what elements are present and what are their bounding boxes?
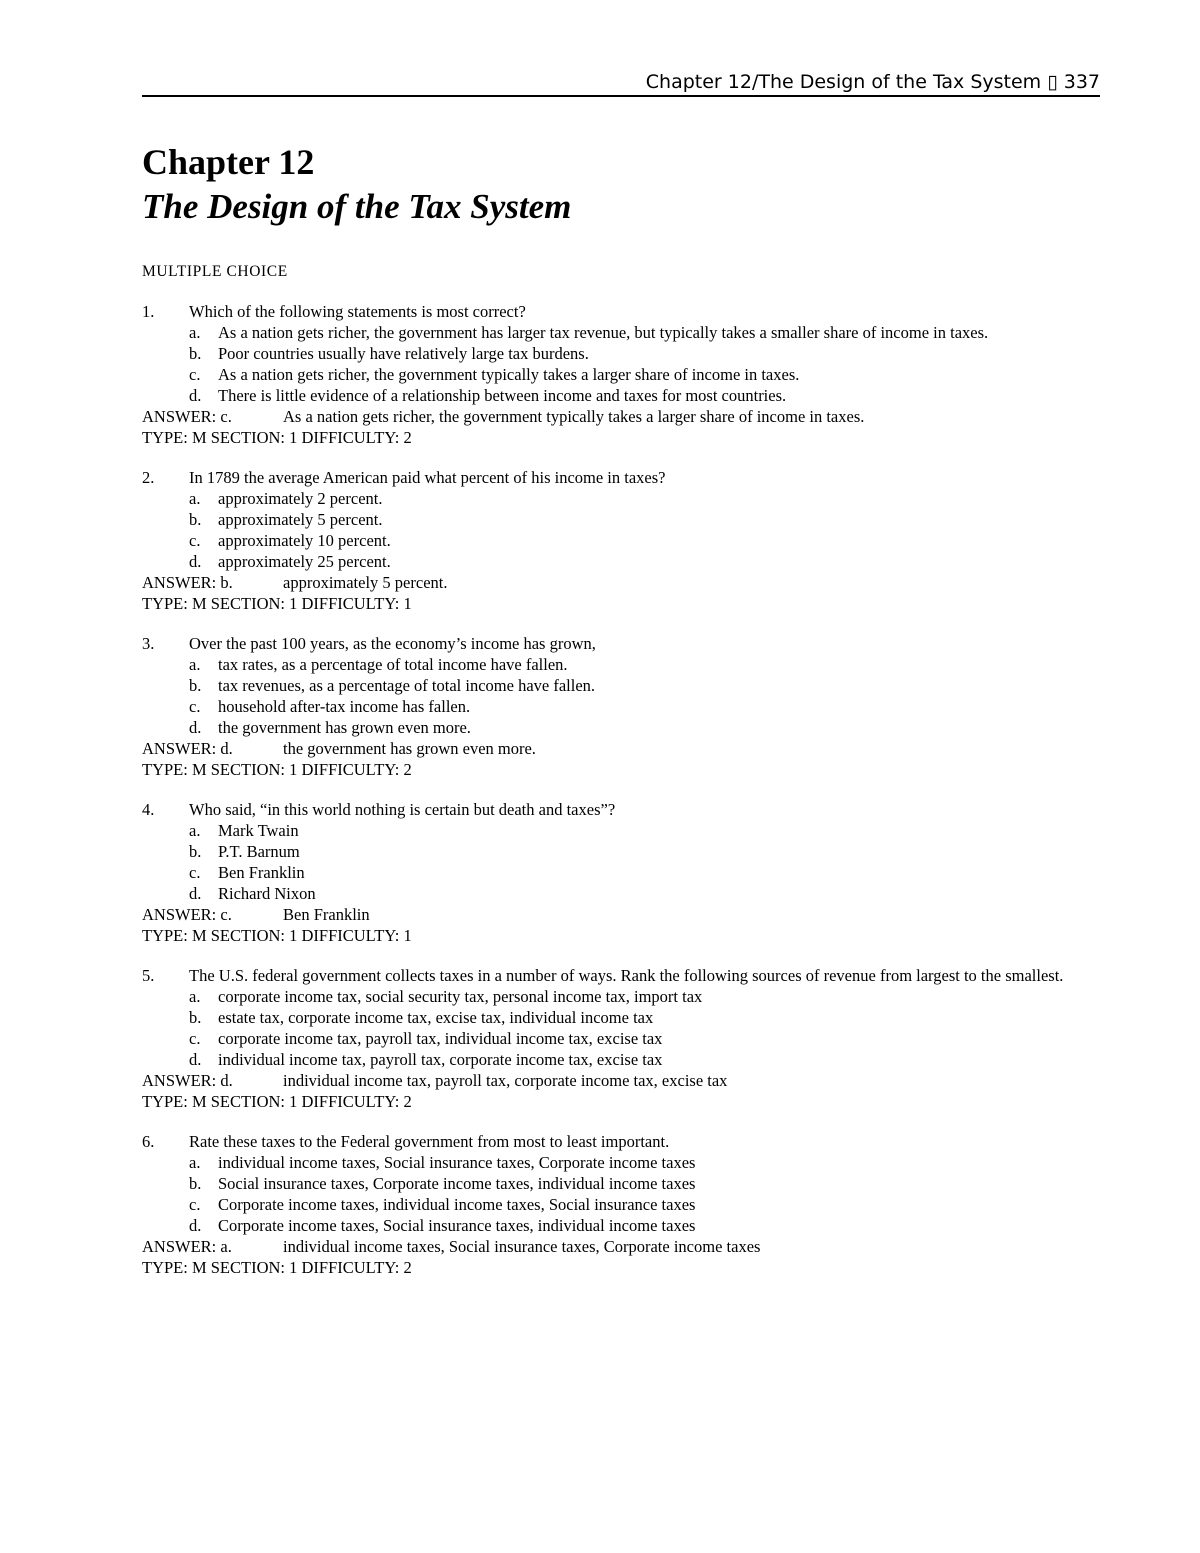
answer-text: As a nation gets richer, the government typically takes a larger share of income in taxes. <box>283 407 865 426</box>
option-text: Richard Nixon <box>218 884 316 903</box>
answer-label: ANSWER: d. <box>142 1071 233 1090</box>
answer-option <box>142 488 1100 509</box>
question-stem <box>142 1131 1100 1152</box>
answer-option <box>142 1007 1100 1028</box>
answer-label: ANSWER: c. <box>142 407 232 426</box>
question-metadata: TYPE: M SECTION: 1 DIFFICULTY: 2 <box>142 760 412 779</box>
option-list <box>142 1152 1100 1236</box>
option-list <box>142 986 1100 1070</box>
header-rule <box>142 95 1100 97</box>
running-header: Chapter 12/The Design of the Tax System ▯ 337 <box>645 71 1100 93</box>
option-letter: c. <box>189 863 201 882</box>
answer-text: Ben Franklin <box>283 905 370 924</box>
answer-option <box>142 1028 1100 1049</box>
option-list <box>142 654 1100 738</box>
option-text: Corporate income taxes, Social insurance taxes, individual income taxes <box>218 1216 696 1235</box>
option-list <box>142 820 1100 904</box>
question-metadata: TYPE: M SECTION: 1 DIFFICULTY: 2 <box>142 1258 412 1277</box>
option-text: household after-tax income has fallen. <box>218 697 471 716</box>
section-heading: MULTIPLE CHOICE <box>142 263 288 280</box>
answer-option <box>142 1049 1100 1070</box>
option-letter: a. <box>189 655 201 674</box>
option-text: estate tax, corporate income tax, excise tax, individual income tax <box>218 1008 654 1027</box>
question-text: Rate these taxes to the Federal government from most to least important. <box>189 1132 670 1151</box>
answer-text: individual income tax, payroll tax, corporate income tax, excise tax <box>283 1071 728 1090</box>
question-number: 1. <box>142 302 155 321</box>
option-letter: c. <box>189 697 201 716</box>
option-text: Ben Franklin <box>218 863 305 882</box>
option-letter: d. <box>189 1050 202 1069</box>
option-text: corporate income tax, payroll tax, individual income tax, excise tax <box>218 1029 663 1048</box>
option-text: approximately 2 percent. <box>218 489 383 508</box>
answer-line <box>142 1236 1100 1257</box>
option-text: As a nation gets richer, the government typically takes a larger share of income in taxes. <box>218 365 800 384</box>
answer-option <box>142 385 1100 406</box>
question-metadata: TYPE: M SECTION: 1 DIFFICULTY: 2 <box>142 1092 412 1111</box>
option-text: tax rates, as a percentage of total income have fallen. <box>218 655 568 674</box>
answer-text: the government has grown even more. <box>283 739 536 758</box>
answer-option <box>142 509 1100 530</box>
option-letter: a. <box>189 821 201 840</box>
question-metadata: TYPE: M SECTION: 1 DIFFICULTY: 1 <box>142 926 412 945</box>
option-text: There is little evidence of a relationship between income and taxes for most countries. <box>218 386 787 405</box>
answer-option <box>142 364 1100 385</box>
option-letter: b. <box>189 1008 202 1027</box>
answer-option <box>142 1152 1100 1173</box>
answer-option <box>142 1173 1100 1194</box>
option-letter: c. <box>189 1029 201 1048</box>
question-text: Which of the following statements is most correct? <box>189 302 526 321</box>
question-item <box>142 633 1100 780</box>
answer-label: ANSWER: c. <box>142 905 232 924</box>
option-letter: b. <box>189 510 202 529</box>
answer-option <box>142 322 1100 343</box>
question-list <box>142 301 1100 1297</box>
question-stem <box>142 301 1100 322</box>
answer-line <box>142 1070 1100 1091</box>
question-stem <box>142 467 1100 488</box>
option-text: individual income taxes, Social insurance taxes, Corporate income taxes <box>218 1153 696 1172</box>
option-letter: a. <box>189 323 201 342</box>
answer-text: approximately 5 percent. <box>283 573 448 592</box>
question-text: Over the past 100 years, as the economy’s income has grown, <box>189 634 596 653</box>
option-list <box>142 322 1100 406</box>
question-number: 5. <box>142 966 155 985</box>
option-text: Poor countries usually have relatively large tax burdens. <box>218 344 589 363</box>
option-letter: c. <box>189 365 201 384</box>
question-text: The U.S. federal government collects taxes in a number of ways. Rank the following sources of revenue from largest to the smallest. <box>189 966 1064 985</box>
answer-text: individual income taxes, Social insurance taxes, Corporate income taxes <box>283 1237 761 1256</box>
answer-option <box>142 654 1100 675</box>
answer-option <box>142 530 1100 551</box>
answer-option <box>142 1194 1100 1215</box>
answer-option <box>142 343 1100 364</box>
option-text: Mark Twain <box>218 821 299 840</box>
answer-option <box>142 1215 1100 1236</box>
question-text: Who said, “in this world nothing is certain but death and taxes”? <box>189 800 616 819</box>
option-text: Social insurance taxes, Corporate income taxes, individual income taxes <box>218 1174 696 1193</box>
answer-option <box>142 551 1100 572</box>
option-letter: b. <box>189 1174 202 1193</box>
answer-option <box>142 820 1100 841</box>
answer-option <box>142 696 1100 717</box>
option-letter: a. <box>189 1153 201 1172</box>
option-letter: d. <box>189 884 202 903</box>
answer-line <box>142 738 1100 759</box>
chapter-title: The Design of the Tax System <box>142 187 572 226</box>
option-letter: c. <box>189 1195 201 1214</box>
question-stem <box>142 633 1100 654</box>
question-item <box>142 799 1100 946</box>
question-metadata: TYPE: M SECTION: 1 DIFFICULTY: 2 <box>142 428 412 447</box>
option-letter: d. <box>189 1216 202 1235</box>
answer-option <box>142 986 1100 1007</box>
option-text: the government has grown even more. <box>218 718 471 737</box>
option-letter: c. <box>189 531 201 550</box>
question-item <box>142 467 1100 614</box>
option-text: P.T. Barnum <box>218 842 300 861</box>
question-number: 2. <box>142 468 155 487</box>
question-item <box>142 301 1100 448</box>
option-letter: d. <box>189 386 202 405</box>
answer-option <box>142 675 1100 696</box>
option-letter: b. <box>189 842 202 861</box>
answer-option <box>142 883 1100 904</box>
question-item <box>142 965 1100 1112</box>
option-letter: b. <box>189 676 202 695</box>
question-number: 4. <box>142 800 155 819</box>
answer-line <box>142 572 1100 593</box>
option-text: corporate income tax, social security tax, personal income tax, import tax <box>218 987 703 1006</box>
answer-option <box>142 717 1100 738</box>
option-text: approximately 25 percent. <box>218 552 391 571</box>
option-text: approximately 10 percent. <box>218 531 391 550</box>
question-metadata: TYPE: M SECTION: 1 DIFFICULTY: 1 <box>142 594 412 613</box>
answer-option <box>142 841 1100 862</box>
option-letter: a. <box>189 987 201 1006</box>
option-text: Corporate income taxes, individual income taxes, Social insurance taxes <box>218 1195 696 1214</box>
option-letter: b. <box>189 344 202 363</box>
answer-label: ANSWER: d. <box>142 739 233 758</box>
answer-label: ANSWER: a. <box>142 1237 232 1256</box>
question-stem <box>142 965 1100 986</box>
answer-line <box>142 904 1100 925</box>
answer-label: ANSWER: b. <box>142 573 233 592</box>
option-letter: d. <box>189 552 202 571</box>
chapter-number: Chapter 12 <box>142 142 315 182</box>
option-letter: d. <box>189 718 202 737</box>
question-text: In 1789 the average American paid what percent of his income in taxes? <box>189 468 666 487</box>
option-text: individual income tax, payroll tax, corporate income tax, excise tax <box>218 1050 663 1069</box>
question-number: 3. <box>142 634 155 653</box>
answer-line <box>142 406 1100 427</box>
option-text: As a nation gets richer, the government has larger tax revenue, but typically takes a smaller share of income in taxes. <box>218 323 989 342</box>
option-list <box>142 488 1100 572</box>
option-text: tax revenues, as a percentage of total income have fallen. <box>218 676 596 695</box>
answer-option <box>142 862 1100 883</box>
question-item <box>142 1131 1100 1278</box>
option-letter: a. <box>189 489 201 508</box>
question-number: 6. <box>142 1132 155 1151</box>
question-stem <box>142 799 1100 820</box>
option-text: approximately 5 percent. <box>218 510 383 529</box>
